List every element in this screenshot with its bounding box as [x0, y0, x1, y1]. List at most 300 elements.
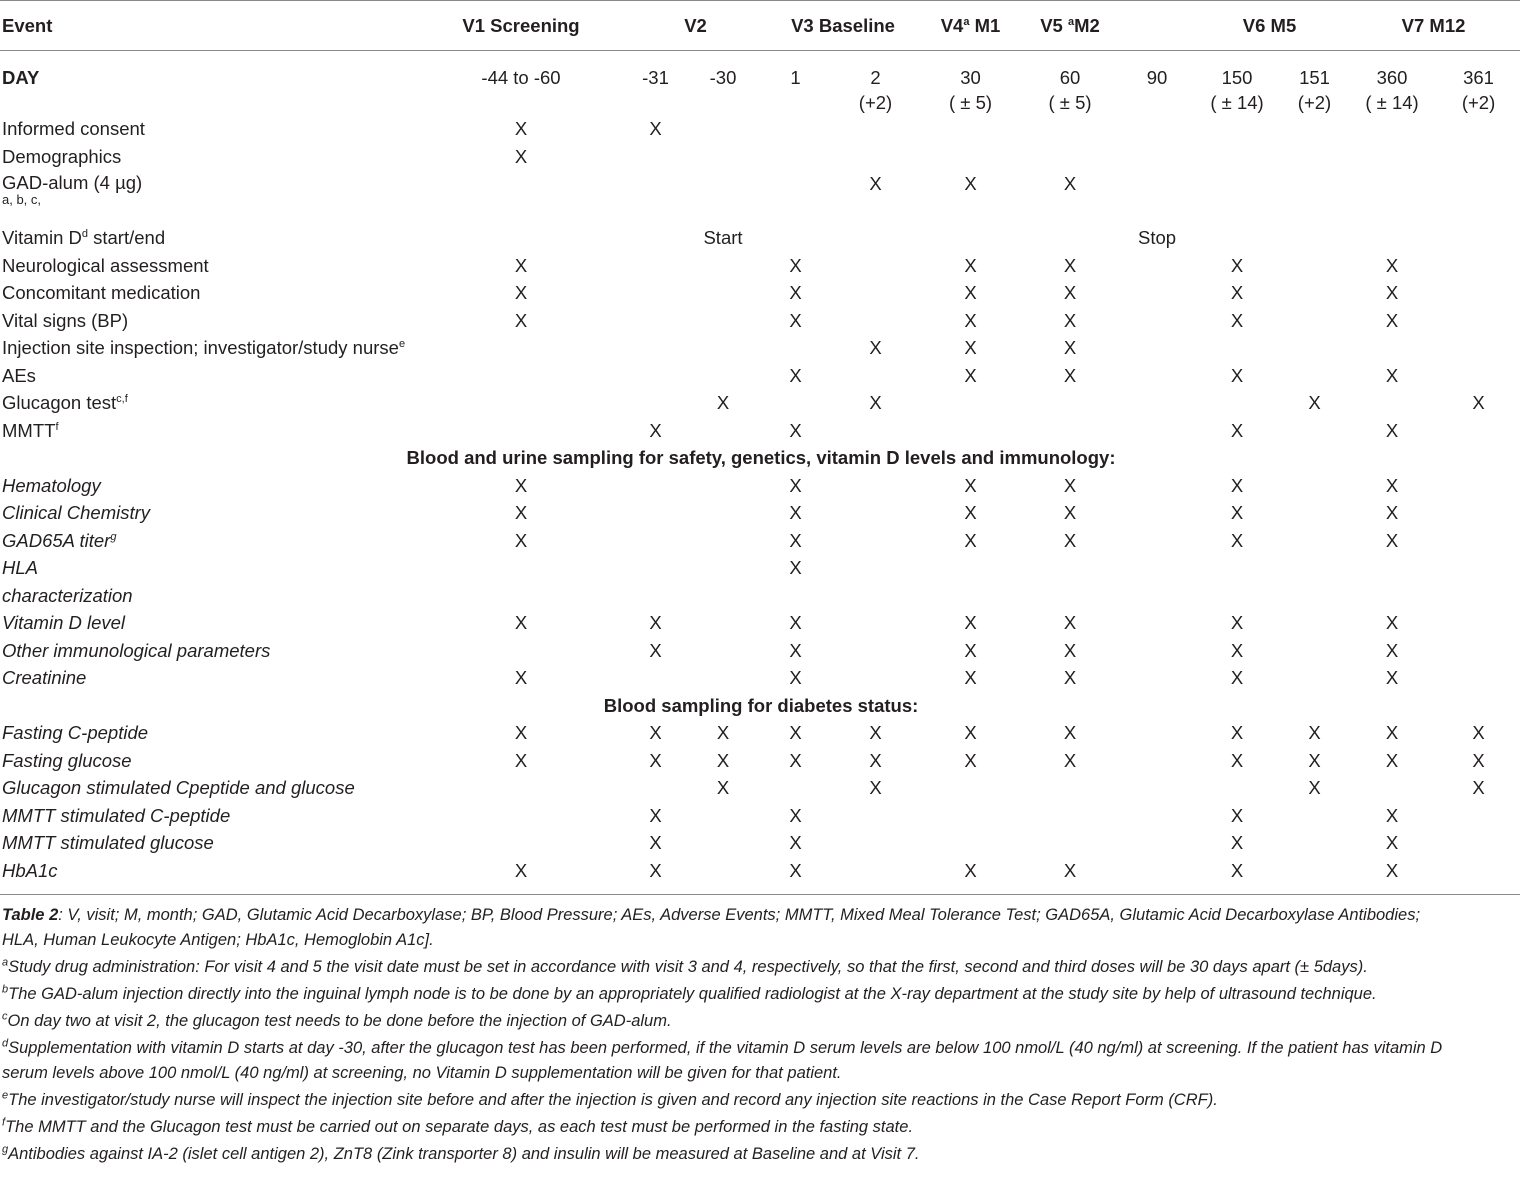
empty-cell — [1122, 472, 1192, 500]
event-label — [0, 802, 414, 830]
empty-cell — [683, 637, 763, 665]
x-mark: X — [1385, 529, 1399, 551]
empty-cell — [414, 170, 628, 224]
day-window: ( ± 14) — [1365, 92, 1419, 113]
event-label-text: characterization — [2, 584, 133, 606]
table-row — [0, 307, 1520, 335]
x-mark: X — [1230, 749, 1244, 771]
empty-cell — [828, 417, 923, 445]
event-label-text: Vitamin D — [2, 227, 82, 248]
event-label-text: Fasting glucose — [2, 749, 132, 771]
empty-cell — [1347, 143, 1437, 171]
empty-cell — [1122, 115, 1192, 143]
event-label-sup: e — [398, 337, 406, 350]
x-mark: X — [869, 777, 882, 798]
x-mark: X — [514, 667, 528, 688]
event-label-text: Vitamin D level — [2, 612, 126, 633]
empty-cell — [683, 609, 763, 637]
table-row — [0, 417, 1520, 445]
x-mark: X — [1308, 749, 1321, 771]
event-label-text: Clinical Chemistry — [2, 502, 151, 523]
status-text: Stop — [1137, 227, 1177, 248]
empty-cell — [1282, 279, 1347, 307]
empty-cell — [923, 224, 1018, 252]
event-label — [0, 115, 414, 143]
event-label — [0, 499, 414, 527]
x-mark: X — [1308, 392, 1321, 413]
empty-cell — [1437, 857, 1520, 895]
x-mark: X — [1230, 254, 1244, 276]
event-label-text: Injection site inspection; investigator/study nurse — [2, 337, 399, 358]
x-mark: X — [649, 419, 662, 441]
day-value: 2 — [870, 67, 881, 88]
empty-cell — [1437, 307, 1520, 335]
empty-cell — [1437, 637, 1520, 665]
table-row — [0, 224, 1520, 252]
x-mark: X — [1063, 639, 1077, 661]
x-mark: X — [869, 173, 882, 194]
day-cell — [1122, 51, 1192, 116]
empty-cell — [683, 143, 763, 171]
x-mark: X — [789, 612, 802, 633]
x-mark: X — [1063, 502, 1077, 523]
empty-cell — [1437, 224, 1520, 252]
event-label — [0, 664, 414, 692]
footnote-f: $^f$The MMTT and the Glucagon test must be carried out on separate days, as each test must be performed in the fasting state. — [2, 1116, 914, 1136]
empty-cell — [1192, 554, 1282, 609]
x-mark: X — [1385, 722, 1399, 743]
table-row — [0, 719, 1520, 747]
empty-cell — [1122, 527, 1192, 555]
empty-cell — [1437, 170, 1520, 224]
header-v6: V6 M5 — [1192, 1, 1347, 51]
x-mark: X — [1018, 857, 1122, 895]
x-mark: X — [1063, 364, 1077, 386]
day-cell — [923, 51, 1018, 116]
x-mark: X — [649, 612, 662, 633]
empty-cell — [828, 609, 923, 637]
header-v4: V4$^a$ M1 — [923, 1, 1018, 51]
empty-cell — [1122, 170, 1192, 224]
empty-cell — [763, 115, 828, 143]
empty-cell — [628, 664, 683, 692]
empty-cell — [414, 829, 628, 857]
empty-cell — [1122, 143, 1192, 171]
empty-cell — [1282, 829, 1347, 857]
x-mark: X — [1063, 173, 1077, 194]
empty-cell — [1192, 224, 1282, 252]
empty-cell — [1018, 554, 1122, 609]
empty-cell — [1018, 389, 1122, 417]
table-row — [0, 472, 1520, 500]
day-cell — [1437, 51, 1520, 116]
section-heading: Blood and urine sampling for safety, genetics, vitamin D levels and immunology: — [406, 447, 1116, 468]
event-label-text: start/end — [87, 227, 166, 248]
day-cell — [828, 51, 923, 116]
x-mark: X — [1063, 337, 1077, 358]
section-row — [0, 692, 1520, 720]
x-mark: X — [1385, 502, 1399, 523]
x-mark: X — [1230, 502, 1244, 523]
x-mark: X — [789, 639, 802, 661]
empty-cell — [414, 637, 628, 665]
empty-cell — [414, 362, 628, 390]
x-mark: X — [514, 118, 528, 139]
empty-cell — [628, 143, 683, 171]
table-row — [0, 279, 1520, 307]
x-mark: X — [964, 254, 977, 276]
x-mark: X — [1063, 474, 1077, 496]
event-label-text: Demographics — [2, 145, 122, 167]
x-mark: X — [1308, 722, 1321, 743]
empty-cell — [1122, 307, 1192, 335]
event-label-sup: c,f — [116, 392, 128, 405]
section-row — [0, 444, 1520, 472]
table-row — [0, 829, 1520, 857]
footnote-b: $^b$The GAD-alum injection directly into the inguinal lymph node is to be done by an appropriately qualified radiologist at the X-ray department at the study site by help of ultrasound technique. — [2, 983, 1377, 1003]
x-mark: X — [964, 612, 977, 633]
table-row — [0, 527, 1520, 555]
empty-cell — [1122, 362, 1192, 390]
empty-cell — [628, 472, 683, 500]
x-mark: X — [649, 722, 662, 743]
empty-cell — [683, 170, 763, 224]
day-value: 151 — [1299, 67, 1330, 88]
x-mark: X — [514, 529, 528, 551]
event-label-sup: g — [110, 530, 117, 543]
x-mark: X — [1385, 474, 1399, 496]
event-label — [0, 719, 414, 747]
empty-cell — [1437, 499, 1520, 527]
event-label — [0, 472, 414, 500]
empty-cell — [683, 472, 763, 500]
empty-cell — [414, 417, 628, 445]
x-mark: X — [964, 364, 977, 386]
empty-cell — [1192, 115, 1282, 143]
x-mark: X — [789, 667, 802, 688]
x-mark: X — [514, 282, 528, 303]
empty-cell — [1282, 609, 1347, 637]
x-mark: X — [923, 857, 1018, 895]
day-value: 90 — [1146, 67, 1168, 88]
empty-cell — [683, 499, 763, 527]
empty-cell — [923, 802, 1018, 830]
day-value: 30 — [960, 67, 981, 88]
empty-cell — [628, 774, 683, 802]
empty-cell — [683, 417, 763, 445]
table-row — [0, 499, 1520, 527]
table-row — [0, 143, 1520, 171]
empty-cell — [923, 115, 1018, 143]
event-label-sup: d — [81, 227, 88, 240]
x-mark: X — [1230, 612, 1244, 633]
table-row — [0, 747, 1520, 775]
event-label — [0, 279, 414, 307]
day-value: -31 — [642, 67, 669, 88]
empty-cell — [683, 362, 763, 390]
empty-cell — [1122, 334, 1192, 362]
empty-cell — [683, 307, 763, 335]
empty-cell — [1192, 334, 1282, 362]
empty-cell — [628, 362, 683, 390]
empty-cell — [1437, 802, 1520, 830]
table-row — [0, 554, 1520, 609]
table-row — [0, 609, 1520, 637]
empty-cell — [683, 857, 763, 895]
table-header-row — [0, 1, 1520, 51]
empty-cell — [628, 307, 683, 335]
x-mark: X — [964, 529, 977, 551]
empty-cell — [1282, 170, 1347, 224]
empty-cell — [1282, 417, 1347, 445]
empty-cell — [683, 554, 763, 609]
empty-cell — [1347, 334, 1437, 362]
footnote-d: $^d$Supplementation with vitamin D starts at day -30, after the glucagon test has been performed, if the vitamin D serum levels are below 100 nmol/L (40 ng/ml) at screening. If the patient has vitamin D serum levels above 100 nmol/L (40 ng/ml) at screening, no Vitamin D supplementation will be given for that patient. — [2, 1037, 1443, 1082]
x-mark: X — [1230, 282, 1244, 303]
table-row — [0, 170, 1520, 224]
table-caption: Table 2: V, visit; M, month; GAD, Glutamic Acid Decarboxylase; BP, Blood Pressure; AEs, Adverse Events; MMTT, Mixed Meal Tolerance Test; GAD65A, Glutamic Acid Decarboxylase Antibodies; HLA, Human Leukocyte Antigen; HbA1c, Hemoglobin A1c]. — [2, 906, 1421, 949]
day-cell — [763, 51, 828, 116]
x-mark: X — [964, 474, 977, 496]
event-label-text: MMTT stimulated glucose — [2, 832, 214, 853]
event-label-text: Creatinine — [2, 667, 87, 688]
empty-cell — [1018, 774, 1122, 802]
table-row — [0, 252, 1520, 280]
day-cell — [1282, 51, 1347, 116]
empty-cell — [1122, 637, 1192, 665]
empty-cell — [828, 637, 923, 665]
x-mark: X — [1385, 832, 1399, 853]
event-label-text: AEs — [2, 364, 36, 386]
x-mark: X — [1230, 667, 1244, 688]
empty-cell — [1018, 417, 1122, 445]
empty-cell — [1282, 115, 1347, 143]
x-mark: X — [869, 392, 882, 413]
x-mark: X — [716, 722, 730, 743]
x-mark: X — [964, 337, 977, 358]
empty-cell — [1122, 774, 1192, 802]
empty-cell — [628, 334, 683, 362]
empty-cell — [1192, 389, 1282, 417]
event-label — [0, 362, 414, 390]
event-label-text: Vital signs (BP) — [2, 309, 129, 331]
empty-cell — [628, 389, 683, 417]
day-cell — [1018, 51, 1122, 116]
footnote-e: $^e$The investigator/study nurse will inspect the injection site before and after the injection is given and record any injection site reactions in the Case Report Form (CRF). — [2, 1089, 1218, 1109]
event-label — [0, 527, 414, 555]
empty-cell — [1347, 170, 1437, 224]
event-label-text: Other immunological parameters — [2, 639, 271, 661]
x-mark: X — [649, 118, 662, 139]
empty-cell — [1282, 637, 1347, 665]
x-mark: X — [1230, 309, 1244, 331]
empty-cell — [628, 224, 683, 252]
x-mark: X — [1063, 309, 1077, 331]
empty-cell — [1437, 554, 1520, 609]
empty-cell — [414, 334, 628, 362]
x-mark: X — [964, 639, 977, 661]
event-label-text: MMTT stimulated C-peptide — [2, 804, 231, 826]
x-mark: X — [789, 832, 802, 853]
event-label-text: GAD65A titer — [2, 529, 111, 551]
table-row — [0, 857, 1520, 895]
x-mark: X — [1385, 749, 1399, 771]
table-row — [0, 802, 1520, 830]
empty-cell — [828, 252, 923, 280]
section-heading: Blood sampling for diabetes status: — [603, 694, 919, 716]
x-mark: X — [1063, 722, 1077, 743]
x-mark: X — [1472, 392, 1485, 413]
empty-cell — [683, 527, 763, 555]
empty-cell — [828, 115, 923, 143]
empty-cell — [683, 115, 763, 143]
empty-cell — [828, 664, 923, 692]
empty-cell — [1018, 802, 1122, 830]
x-mark: X — [1192, 857, 1282, 895]
empty-cell — [828, 279, 923, 307]
empty-cell — [1437, 609, 1520, 637]
empty-cell — [1437, 417, 1520, 445]
empty-cell — [683, 829, 763, 857]
empty-cell — [1437, 279, 1520, 307]
empty-cell — [414, 802, 628, 830]
empty-cell — [828, 224, 923, 252]
x-mark: X — [789, 722, 802, 743]
empty-cell — [1282, 472, 1347, 500]
footnote-a: $^a$Study drug administration: For visit 4 and 5 the visit date must be set in accordance with visit 3 and 4, respectively, so that the first, second and third doses will be 30 days apart (± 5days). — [2, 956, 1368, 976]
day-window: ( ± 14) — [1210, 92, 1264, 113]
empty-cell — [1282, 252, 1347, 280]
x-mark: X — [964, 173, 977, 194]
empty-cell — [828, 362, 923, 390]
event-label — [0, 170, 414, 224]
day-value: -44 to -60 — [481, 67, 561, 88]
x-mark: X — [716, 749, 730, 771]
empty-cell — [1282, 224, 1347, 252]
event-label — [0, 857, 414, 895]
event-label-text: Fasting C-peptide — [2, 722, 149, 743]
x-mark: X — [649, 804, 662, 826]
table-row — [0, 389, 1520, 417]
x-mark: X — [1063, 667, 1077, 688]
footnote-c: $^c$On day two at visit 2, the glucagon test needs to be done before the injection of GAD-alum. — [2, 1010, 672, 1030]
empty-cell — [1192, 143, 1282, 171]
empty-cell — [1282, 527, 1347, 555]
event-label-note: a, b, c, — [2, 192, 42, 207]
footnote-g: $^g$Antibodies against IA-2 (islet cell antigen 2), ZnT8 (Zink transporter 8) and insulin will be measured at Baseline and at Visit 7. — [2, 1143, 920, 1163]
empty-cell — [1437, 143, 1520, 171]
x-mark: X — [789, 254, 802, 276]
x-mark: X — [1472, 722, 1485, 743]
empty-cell — [1282, 334, 1347, 362]
x-mark: X — [1230, 832, 1244, 853]
x-mark: X — [1063, 282, 1077, 303]
empty-cell — [1437, 664, 1520, 692]
empty-cell — [1122, 857, 1192, 895]
empty-cell — [923, 554, 1018, 609]
x-mark: X — [1230, 722, 1244, 743]
table-row — [0, 664, 1520, 692]
day-value: 360 — [1376, 67, 1408, 88]
empty-cell — [1282, 499, 1347, 527]
empty-cell — [828, 499, 923, 527]
x-mark: X — [964, 749, 977, 771]
event-label — [0, 389, 414, 417]
empty-cell — [1122, 609, 1192, 637]
empty-cell — [828, 143, 923, 171]
table-row — [0, 362, 1520, 390]
x-mark: X — [763, 857, 828, 895]
empty-cell — [683, 279, 763, 307]
empty-cell — [628, 499, 683, 527]
empty-cell — [628, 527, 683, 555]
empty-cell — [1122, 279, 1192, 307]
day-cell — [414, 51, 628, 116]
empty-cell — [1122, 389, 1192, 417]
empty-cell — [1282, 857, 1347, 895]
empty-cell — [1122, 719, 1192, 747]
x-mark: X — [1385, 419, 1399, 441]
x-mark: X — [1347, 857, 1437, 895]
x-mark: X — [1385, 639, 1399, 661]
day-value: 361 — [1463, 67, 1494, 88]
header-v7: V7 M12 — [1347, 1, 1520, 51]
x-mark: X — [869, 722, 882, 743]
empty-cell — [683, 664, 763, 692]
day-cell — [628, 51, 683, 116]
empty-cell — [414, 224, 628, 252]
empty-cell — [1122, 747, 1192, 775]
x-mark: X — [1063, 254, 1077, 276]
day-window: ( ± 5) — [1048, 92, 1092, 113]
event-label — [0, 829, 414, 857]
event-label-text: Neurological assessment — [2, 254, 209, 276]
event-label — [0, 307, 414, 335]
event-label-text: HbA1c — [2, 859, 58, 881]
x-mark: X — [1230, 474, 1244, 496]
empty-cell — [1347, 389, 1437, 417]
empty-cell — [1282, 554, 1347, 609]
empty-cell — [683, 334, 763, 362]
empty-cell — [1122, 554, 1192, 609]
empty-cell — [923, 143, 1018, 171]
x-mark: X — [964, 502, 977, 523]
empty-cell — [1347, 115, 1437, 143]
event-label-text: Glucagon test — [2, 392, 117, 413]
empty-cell — [1018, 143, 1122, 171]
x-mark: X — [1230, 364, 1244, 386]
empty-cell — [1282, 143, 1347, 171]
empty-cell — [1122, 664, 1192, 692]
empty-cell — [628, 554, 683, 609]
day-label: DAY — [2, 67, 40, 88]
x-mark: X — [1385, 364, 1399, 386]
x-mark: X — [1385, 667, 1399, 688]
empty-cell — [828, 307, 923, 335]
empty-cell — [1122, 417, 1192, 445]
x-mark: X — [789, 749, 802, 771]
x-mark: X — [1472, 749, 1485, 771]
table-row — [0, 115, 1520, 143]
x-mark: X — [1230, 804, 1244, 826]
empty-cell — [683, 252, 763, 280]
event-label — [0, 774, 414, 802]
x-mark: X — [1385, 309, 1399, 331]
day-value: -30 — [709, 67, 737, 88]
event-label — [0, 334, 414, 362]
event-label-text: HLA — [2, 557, 38, 578]
empty-cell — [828, 829, 923, 857]
